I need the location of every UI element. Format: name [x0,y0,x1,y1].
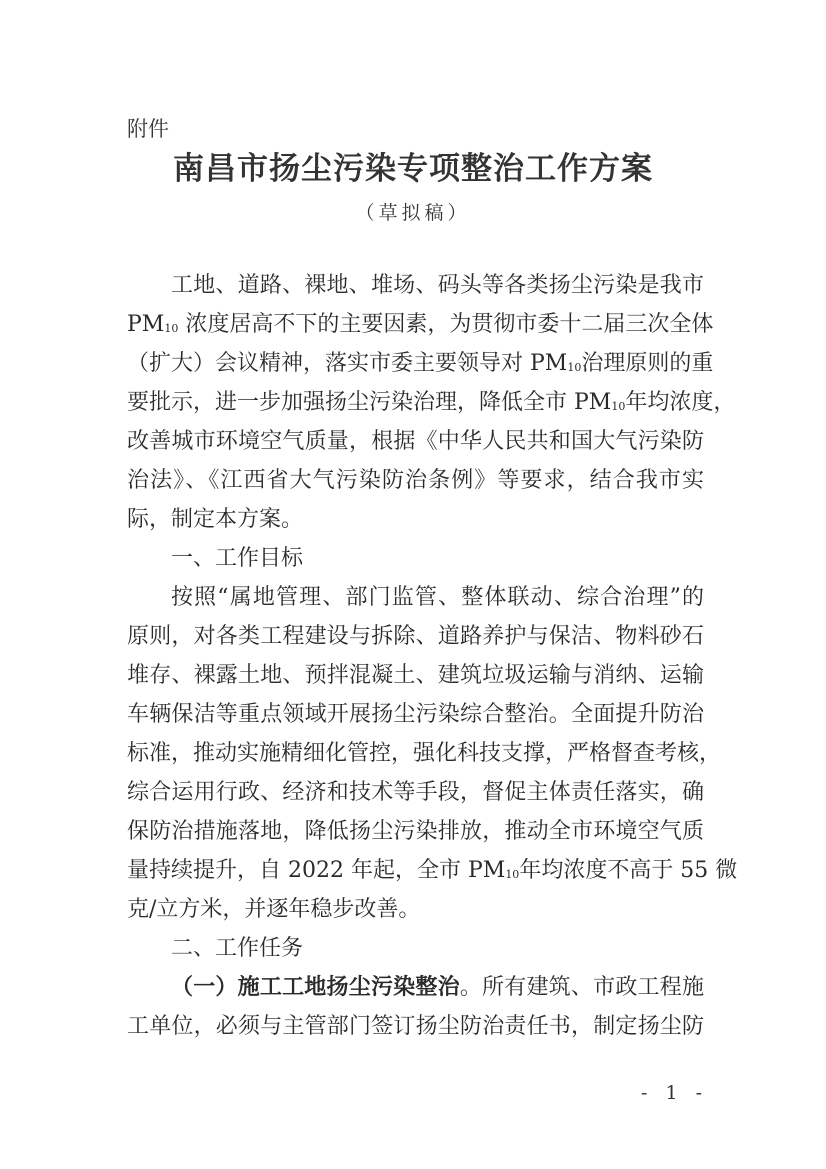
text-segment: 克/立方米，并逐年稳步改善。 [127,897,421,922]
text-segment: 二、工作任务 [171,936,304,961]
paragraph-line [127,695,704,734]
text-segment: 改善城市环境空气质量，根据《中华人民共和国大气污染防 [127,429,704,454]
subscript-text: 10 [164,322,179,335]
page-number: - 1 - [640,1082,708,1104]
paragraph-line [127,890,704,929]
text-segment: 工单位，必须与主管部门签订扬尘防治责任书，制定扬尘防 [127,1014,704,1039]
paragraph-line [127,968,704,1007]
section-heading [127,539,704,578]
text-segment: 。所有建筑、市政工程施 [459,975,704,1000]
paragraph-line [127,266,704,305]
document-body [127,266,738,1046]
paragraph-line [127,1007,704,1046]
paragraph-line [127,851,738,890]
paragraph-line [127,422,704,461]
section-heading [127,929,704,968]
text-segment: 量持续提升，自 2022 年起，全市 PM [127,858,506,883]
paragraph-line [127,656,704,695]
text-segment: （扩大）会议精神，落实市委主要领导对 PM [127,351,568,376]
text-segment: 车辆保洁等重点领域开展扬尘污染综合整治。全面提升防治 [127,702,704,727]
paragraph-line [127,305,714,344]
text-segment: 一、工作目标 [171,546,304,571]
text-segment: 综合运用行政、经济和技术等手段，督促主体责任落实，确 [127,780,704,805]
document-title: 南昌市扬尘污染专项整治工作方案 [173,151,653,187]
paragraph-line [127,344,714,383]
text-segment: 按照“属地管理、部门监管、整体联动、综合治理”的 [171,585,704,610]
paragraph-line [127,812,704,851]
text-segment: 标准，推动实施精细化管控，强化科技支撑，严格督查考核， [127,741,722,766]
paragraph-line [127,461,704,500]
paragraph-line [127,383,736,422]
text-segment: 年均浓度不高于 55 微 [519,858,738,883]
attachment-label: 附件 [127,117,169,141]
text-segment: 际，制定本方案。 [127,507,304,532]
text-segment: 治法》、《江西省大气污染防治条例》等要求，结合我市实 [127,468,704,493]
text-segment: 浓度居高不下的主要因素，为贯彻市委十二届三次全体 [178,312,714,337]
text-segment: 年均浓度， [625,390,736,415]
subscript-text: 10 [611,400,626,413]
paragraph-line [127,734,722,773]
bold-subheading-text: （一）施工工地扬尘污染整治 [171,974,460,1000]
text-segment: 堆存、裸露土地、预拌混凝土、建筑垃圾运输与消纳、运输 [127,663,704,688]
paragraph-line [127,500,704,539]
text-segment: 保防治措施落地，降低扬尘污染排放，推动全市环境空气质 [127,819,704,844]
text-segment: PM [127,312,165,337]
text-segment: 工地、道路、裸地、堆场、码头等各类扬尘污染是我市 [171,273,704,298]
paragraph-line [127,617,704,656]
text-segment: 要批示，进一步加强扬尘污染治理，降低全市 PM [127,390,612,415]
text-segment: 治理原则的重 [581,351,714,376]
document-subtitle: （草拟稿） [355,202,471,224]
subscript-text: 10 [505,868,520,881]
subscript-text: 10 [567,361,582,374]
paragraph-line [127,773,704,812]
paragraph-line [127,578,704,617]
text-segment: 原则，对各类工程建设与拆除、道路养护与保洁、物料砂石 [127,624,704,649]
